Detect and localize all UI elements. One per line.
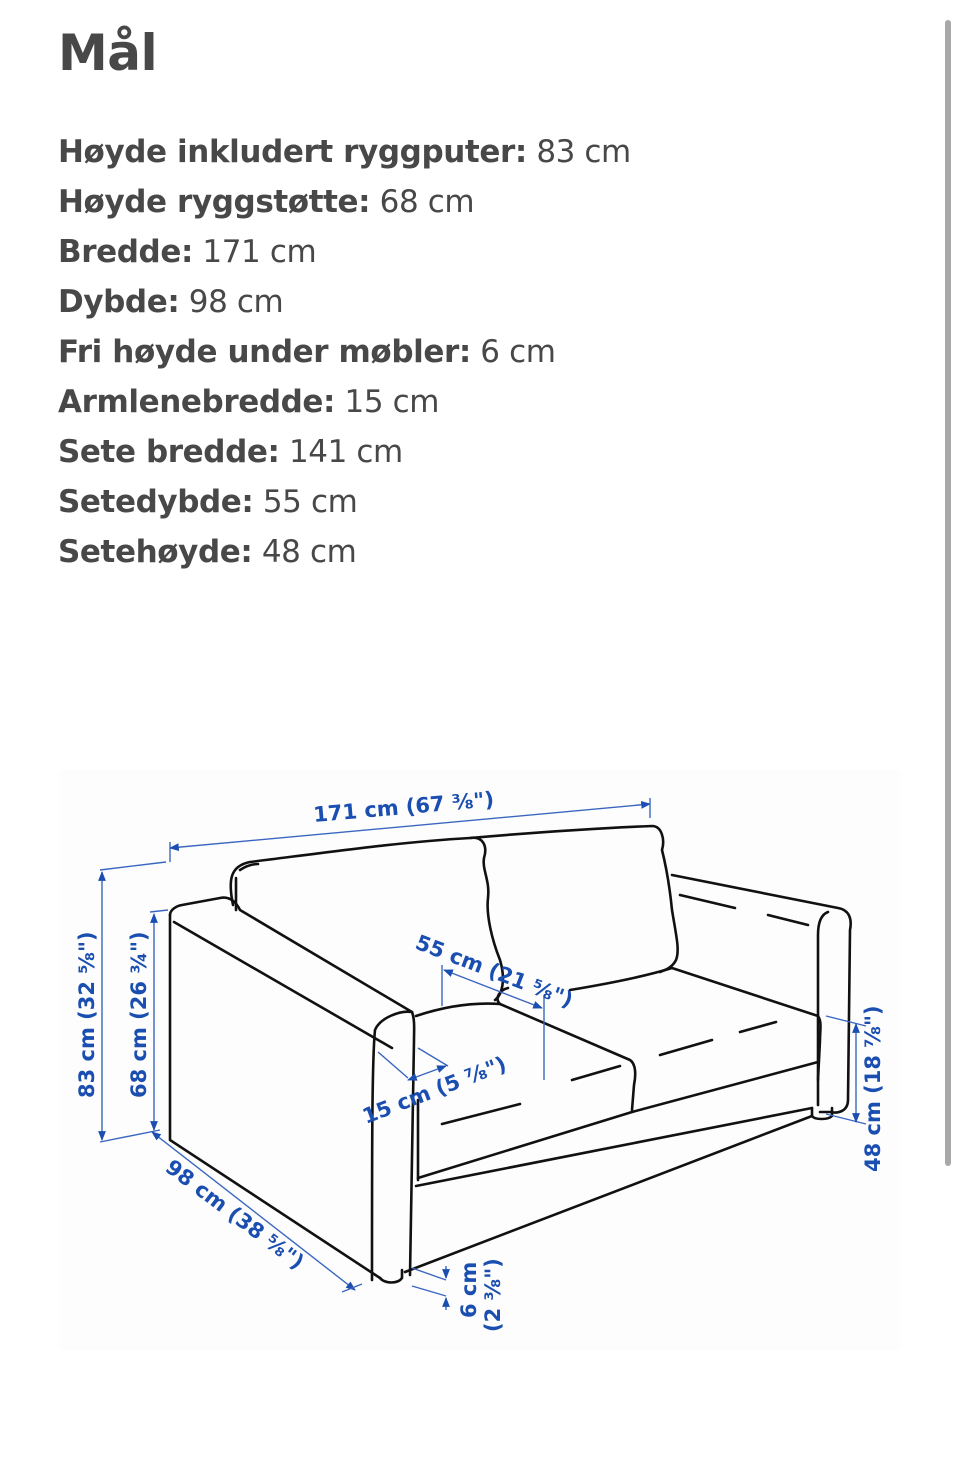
spec-value: 15 cm xyxy=(335,384,440,420)
spec-label: Armlenebredde: xyxy=(58,384,336,420)
spec-height-incl-cushions xyxy=(58,127,631,177)
spec-floor-clearance xyxy=(58,327,631,377)
spec-value: 55 cm xyxy=(253,484,358,520)
vertical-scrollbar[interactable] xyxy=(945,20,951,1166)
spec-seat-width xyxy=(58,427,631,477)
sofa-outline xyxy=(170,826,851,1283)
label-height-with-cushions: 83 cm (32 ⅝") xyxy=(75,931,99,1098)
spec-label: Dybde: xyxy=(58,284,180,320)
sofa-dimension-illustration xyxy=(60,770,900,1350)
spec-value: 171 cm xyxy=(192,234,317,270)
label-seat-depth: 55 cm (21 ⅝") xyxy=(412,930,577,1013)
label-width: 171 cm (67 ⅜") xyxy=(312,787,495,827)
spec-backrest-height xyxy=(58,177,631,227)
spec-value: 83 cm xyxy=(526,134,631,170)
spec-label: Setedybde: xyxy=(58,484,254,520)
spec-seat-height xyxy=(58,527,631,577)
sofa-drawing xyxy=(60,770,900,1350)
spec-armrest-width xyxy=(58,377,631,427)
spec-width xyxy=(58,227,631,277)
label-armrest-width: 15 cm (5 ⅞") xyxy=(359,1051,510,1129)
spec-label: Høyde inkludert ryggputer: xyxy=(58,134,527,170)
label-depth: 98 cm (38 ⅝") xyxy=(160,1154,309,1275)
spec-depth xyxy=(58,277,631,327)
spec-value: 141 cm xyxy=(279,434,403,470)
spec-value: 48 cm xyxy=(252,534,357,570)
dimension-lines xyxy=(100,798,866,1310)
spec-label: Sete bredde: xyxy=(58,434,280,470)
label-clearance-cm: 6 cm xyxy=(457,1261,481,1318)
label-seat-height: 48 cm (18 ⅞") xyxy=(861,1005,885,1172)
label-clearance-in: (2 ⅜") xyxy=(481,1258,505,1332)
dimension-labels xyxy=(75,787,885,1332)
spec-seat-depth xyxy=(58,477,631,527)
spec-label: Fri høyde under møbler: xyxy=(58,334,471,370)
spec-value: 98 cm xyxy=(179,284,284,320)
label-backrest-height: 68 cm (26 ¾") xyxy=(127,931,151,1098)
spec-label: Setehøyde: xyxy=(58,534,253,570)
page-title: Mål xyxy=(58,24,158,82)
dimension-spec-list xyxy=(58,127,631,577)
spec-value: 68 cm xyxy=(370,184,475,220)
spec-label: Høyde ryggstøtte: xyxy=(58,184,371,220)
spec-value: 6 cm xyxy=(470,334,556,370)
spec-label: Bredde: xyxy=(58,234,193,270)
